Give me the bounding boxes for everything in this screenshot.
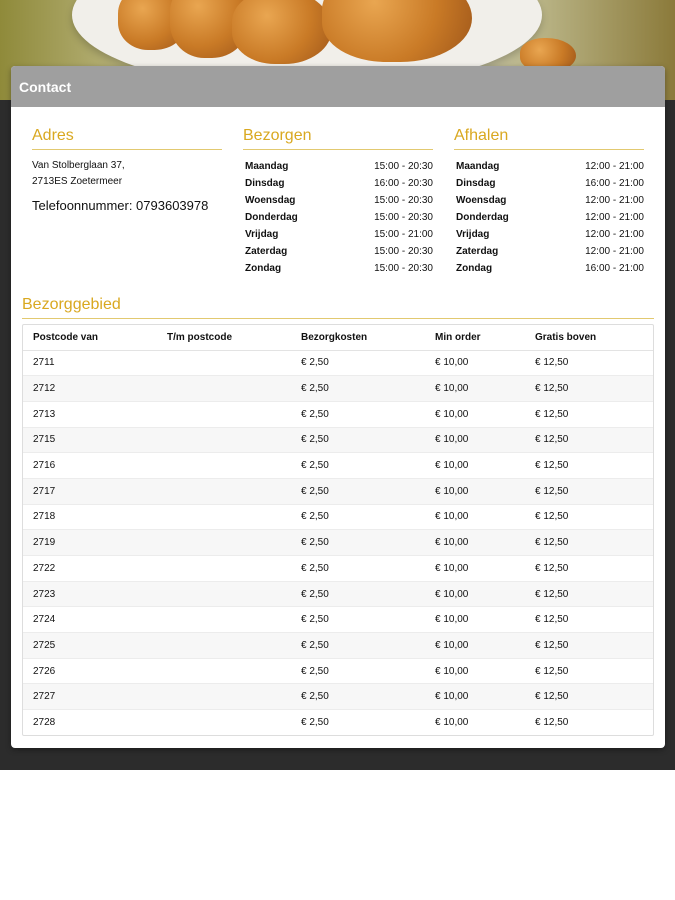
table-body bbox=[23, 350, 653, 735]
table-cell: € 10,00 bbox=[425, 427, 525, 453]
table-cell: € 12,50 bbox=[525, 478, 653, 504]
table-row bbox=[23, 376, 653, 402]
table-cell: € 10,00 bbox=[425, 710, 525, 736]
table-row bbox=[23, 607, 653, 633]
table-cell bbox=[157, 350, 291, 376]
table-cell: 2726 bbox=[23, 658, 157, 684]
table-cell: € 10,00 bbox=[425, 376, 525, 402]
address-line-1: Van Stolberglaan 37, bbox=[32, 160, 125, 171]
pickup-hours-row bbox=[454, 226, 644, 243]
time-range: 16:00 - 21:00 bbox=[585, 178, 644, 189]
table-row bbox=[23, 453, 653, 479]
table-cell: € 2,50 bbox=[291, 376, 425, 402]
contact-card bbox=[11, 66, 665, 748]
table-row bbox=[23, 504, 653, 530]
delivery-hours-row bbox=[243, 192, 433, 209]
address-line-2: 2713ES Zoetermeer bbox=[32, 176, 123, 187]
day-label: Dinsdag bbox=[456, 178, 496, 189]
pickup-hours-row bbox=[454, 158, 644, 175]
table-cell bbox=[157, 376, 291, 402]
table-cell: € 10,00 bbox=[425, 633, 525, 659]
table-cell: € 12,50 bbox=[525, 376, 653, 402]
table-cell: 2716 bbox=[23, 453, 157, 479]
table-cell: € 12,50 bbox=[525, 530, 653, 556]
table-cell: € 12,50 bbox=[525, 401, 653, 427]
table-cell: € 10,00 bbox=[425, 530, 525, 556]
table-cell: € 2,50 bbox=[291, 350, 425, 376]
table-cell: 2718 bbox=[23, 504, 157, 530]
table-cell: € 12,50 bbox=[525, 427, 653, 453]
delivery-heading: Bezorgen bbox=[243, 127, 433, 150]
table-row bbox=[23, 401, 653, 427]
table-cell: € 2,50 bbox=[291, 581, 425, 607]
table-cell: € 10,00 bbox=[425, 350, 525, 376]
pickup-hours-list bbox=[454, 158, 644, 277]
table-header-row bbox=[23, 325, 653, 350]
table-cell: 2713 bbox=[23, 401, 157, 427]
day-label: Woensdag bbox=[456, 195, 507, 206]
table-cell: € 10,00 bbox=[425, 401, 525, 427]
table-cell bbox=[157, 478, 291, 504]
phone-number: Telefoonnummer: 0793603978 bbox=[32, 198, 209, 213]
table-cell bbox=[157, 684, 291, 710]
day-label: Dinsdag bbox=[245, 178, 285, 189]
delivery-hours-row bbox=[243, 209, 433, 226]
time-range: 12:00 - 21:00 bbox=[585, 161, 644, 172]
table-cell: € 10,00 bbox=[425, 504, 525, 530]
table-cell: 2722 bbox=[23, 556, 157, 582]
delivery-hours-row bbox=[243, 226, 433, 243]
contact-columns bbox=[32, 127, 644, 287]
time-range: 16:00 - 20:30 bbox=[374, 178, 433, 189]
table-row bbox=[23, 633, 653, 659]
table-cell: 2712 bbox=[23, 376, 157, 402]
table-cell: 2727 bbox=[23, 684, 157, 710]
table-cell: 2725 bbox=[23, 633, 157, 659]
delivery-hours-row bbox=[243, 175, 433, 192]
table-cell bbox=[157, 504, 291, 530]
time-range: 16:00 - 21:00 bbox=[585, 263, 644, 274]
pickup-hours-row bbox=[454, 175, 644, 192]
table-cell: 2728 bbox=[23, 710, 157, 736]
pickup-hours-row bbox=[454, 209, 644, 226]
table-row bbox=[23, 581, 653, 607]
table-cell: € 2,50 bbox=[291, 556, 425, 582]
pickup-hours-row bbox=[454, 243, 644, 260]
pickup-hours-row bbox=[454, 192, 644, 209]
table-row bbox=[23, 556, 653, 582]
delivery-column bbox=[243, 127, 433, 277]
table-cell bbox=[157, 581, 291, 607]
card-title: Contact bbox=[11, 66, 665, 107]
column-header: Min order bbox=[425, 325, 525, 350]
table-cell: € 12,50 bbox=[525, 556, 653, 582]
table-cell bbox=[157, 427, 291, 453]
day-label: Donderdag bbox=[245, 212, 298, 223]
address-text bbox=[32, 158, 222, 190]
table-row bbox=[23, 710, 653, 736]
day-label: Zaterdag bbox=[245, 246, 288, 257]
column-header: Gratis boven bbox=[525, 325, 653, 350]
table-cell: € 2,50 bbox=[291, 504, 425, 530]
day-label: Maandag bbox=[456, 161, 500, 172]
address-column bbox=[32, 127, 222, 213]
table-cell: € 12,50 bbox=[525, 658, 653, 684]
table-cell: € 12,50 bbox=[525, 350, 653, 376]
table-row bbox=[23, 684, 653, 710]
table-cell: € 2,50 bbox=[291, 453, 425, 479]
table-cell: € 12,50 bbox=[525, 684, 653, 710]
table-cell: € 10,00 bbox=[425, 658, 525, 684]
table-row bbox=[23, 427, 653, 453]
time-range: 12:00 - 21:00 bbox=[585, 212, 644, 223]
table-cell bbox=[157, 607, 291, 633]
table-cell: € 12,50 bbox=[525, 581, 653, 607]
table-cell bbox=[157, 556, 291, 582]
day-label: Woensdag bbox=[245, 195, 296, 206]
table-cell: € 12,50 bbox=[525, 453, 653, 479]
day-label: Zaterdag bbox=[456, 246, 499, 257]
day-label: Vrijdag bbox=[456, 229, 490, 240]
delivery-hours-list bbox=[243, 158, 433, 277]
table-cell: € 12,50 bbox=[525, 710, 653, 736]
table-cell: € 10,00 bbox=[425, 684, 525, 710]
table-row bbox=[23, 530, 653, 556]
delivery-hours-row bbox=[243, 243, 433, 260]
time-range: 15:00 - 21:00 bbox=[374, 229, 433, 240]
day-label: Vrijdag bbox=[245, 229, 279, 240]
table-cell: 2715 bbox=[23, 427, 157, 453]
day-label: Zondag bbox=[245, 263, 282, 274]
table-cell: 2723 bbox=[23, 581, 157, 607]
pickup-hours-row bbox=[454, 260, 644, 277]
table-cell: € 10,00 bbox=[425, 556, 525, 582]
table-row bbox=[23, 478, 653, 504]
table-cell bbox=[157, 658, 291, 684]
table-cell: € 10,00 bbox=[425, 478, 525, 504]
table-cell bbox=[157, 710, 291, 736]
table-cell: € 2,50 bbox=[291, 710, 425, 736]
table-cell: € 12,50 bbox=[525, 504, 653, 530]
table-cell: € 2,50 bbox=[291, 427, 425, 453]
table-cell bbox=[157, 530, 291, 556]
table-cell: 2719 bbox=[23, 530, 157, 556]
time-range: 15:00 - 20:30 bbox=[374, 263, 433, 274]
pickup-column bbox=[454, 127, 644, 277]
time-range: 12:00 - 21:00 bbox=[585, 246, 644, 257]
delivery-hours-row bbox=[243, 260, 433, 277]
table-cell bbox=[157, 401, 291, 427]
column-header: Postcode van bbox=[23, 325, 157, 350]
nugget-image bbox=[232, 0, 332, 64]
column-header: T/m postcode bbox=[157, 325, 291, 350]
table-cell: € 2,50 bbox=[291, 633, 425, 659]
day-label: Maandag bbox=[245, 161, 289, 172]
time-range: 15:00 - 20:30 bbox=[374, 195, 433, 206]
table-cell: € 12,50 bbox=[525, 633, 653, 659]
table-cell: € 2,50 bbox=[291, 607, 425, 633]
day-label: Zondag bbox=[456, 263, 493, 274]
table-cell: € 10,00 bbox=[425, 453, 525, 479]
table-cell: € 2,50 bbox=[291, 478, 425, 504]
time-range: 15:00 - 20:30 bbox=[374, 161, 433, 172]
table-cell: € 2,50 bbox=[291, 401, 425, 427]
address-heading: Adres bbox=[32, 127, 222, 150]
table-cell: 2724 bbox=[23, 607, 157, 633]
table-cell bbox=[157, 453, 291, 479]
time-range: 12:00 - 21:00 bbox=[585, 195, 644, 206]
table-cell: € 12,50 bbox=[525, 607, 653, 633]
table-cell bbox=[157, 633, 291, 659]
delivery-area-heading: Bezorggebied bbox=[22, 296, 654, 319]
table-row bbox=[23, 350, 653, 376]
day-label: Donderdag bbox=[456, 212, 509, 223]
table-cell: € 2,50 bbox=[291, 658, 425, 684]
pickup-heading: Afhalen bbox=[454, 127, 644, 150]
delivery-hours-row bbox=[243, 158, 433, 175]
column-header: Bezorgkosten bbox=[291, 325, 425, 350]
table-cell: € 2,50 bbox=[291, 684, 425, 710]
time-range: 15:00 - 20:30 bbox=[374, 246, 433, 257]
table-cell: € 10,00 bbox=[425, 607, 525, 633]
table-row bbox=[23, 658, 653, 684]
table-cell: 2711 bbox=[23, 350, 157, 376]
table-cell: € 10,00 bbox=[425, 581, 525, 607]
time-range: 12:00 - 21:00 bbox=[585, 229, 644, 240]
delivery-area-table bbox=[22, 324, 654, 736]
table-cell: 2717 bbox=[23, 478, 157, 504]
time-range: 15:00 - 20:30 bbox=[374, 212, 433, 223]
table-cell: € 2,50 bbox=[291, 530, 425, 556]
